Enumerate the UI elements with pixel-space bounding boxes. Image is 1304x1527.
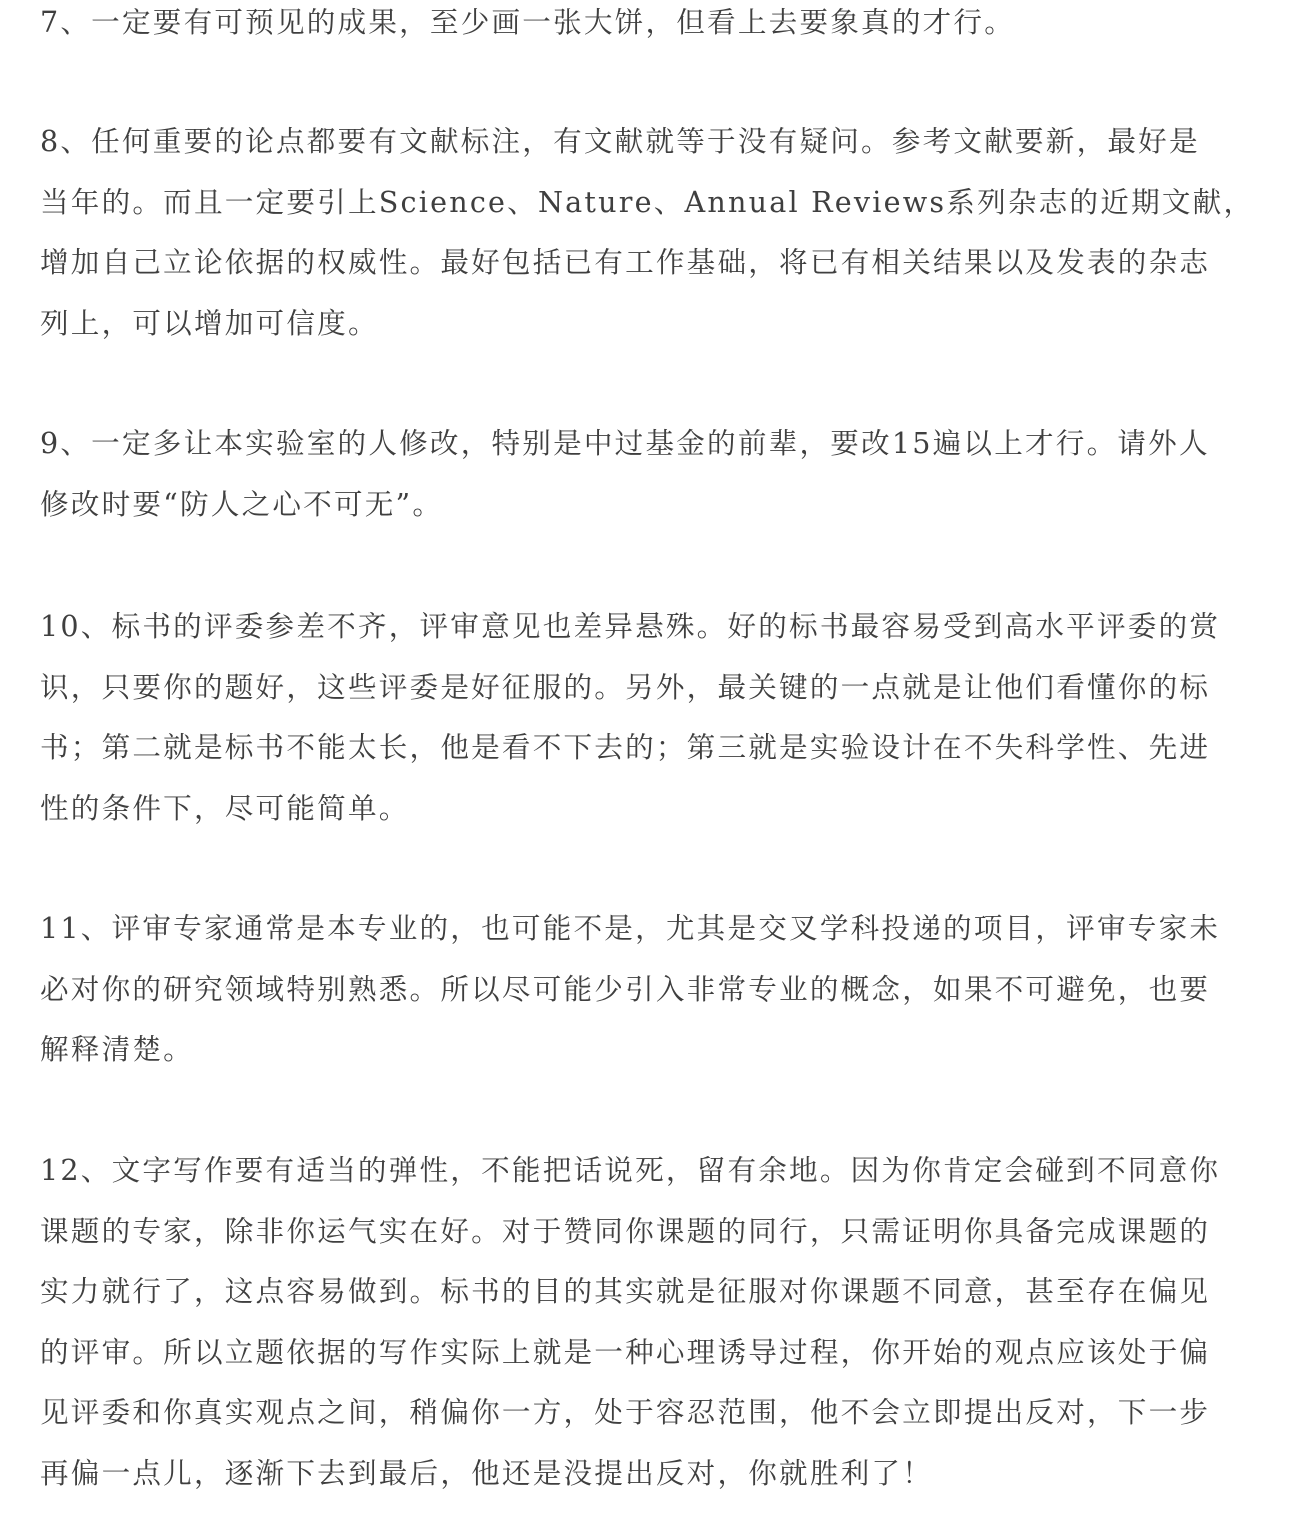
- text-line: 必对你的研究领域特别熟悉。所以尽可能少引入非常专业的概念，如果不可避免，也要: [40, 971, 1211, 1006]
- text-line: 课题的专家，除非你运气实在好。对于赞同你课题的同行，只需证明你具备完成课题的: [40, 1213, 1211, 1248]
- text-line: 书；第二就是标书不能太长，他是看不下去的；第三就是实验设计在不失科学性、先进: [40, 730, 1211, 764]
- text-line: 9、一定多让本实验室的人修改，特别是中过基金的前辈，要改15遍以上才行。请外人: [40, 426, 1210, 460]
- text-line: 解释清楚。: [40, 1032, 194, 1066]
- paragraph-item-11: [40, 898, 1220, 1080]
- text-line: 8、任何重要的论点都要有文献标注，有文献就等于没有疑问。参考文献要新，最好是: [40, 124, 1200, 158]
- text-line: 性的条件下，尽可能简单。: [40, 790, 410, 825]
- paragraph-item-9: [40, 413, 1210, 534]
- text-line: 12、文字写作要有适当的弹性，不能把话说死，留有余地。因为你肯定会碰到不同意你: [40, 1153, 1221, 1187]
- text-line: 7、一定要有可预见的成果，至少画一张大饼，但看上去要象真的才行。: [40, 5, 1015, 39]
- text-line: 实力就行了，这点容易做到。标书的目的其实就是征服对你课题不同意，甚至存在偏见: [40, 1274, 1211, 1308]
- text-line: 当年的。而且一定要引上Science、Nature、Annual Reviews系列杂志的近期文献，: [40, 184, 1255, 219]
- text-line: 11、评审专家通常是本专业的，也可能不是，尤其是交叉学科投递的项目，评审专家未: [40, 911, 1221, 945]
- paragraph-item-8: [40, 111, 1254, 353]
- text-line: 列上，可以增加可信度。: [40, 305, 379, 340]
- text-line: 识，只要你的题好，这些评委是好征服的。另外，最关键的一点就是让他们看懂你的标: [40, 669, 1211, 704]
- text-line: 修改时要“防人之心不可无”。: [40, 486, 444, 521]
- paragraph-item-12: [40, 1140, 1220, 1503]
- text-line: 再偏一点儿，逐渐下去到最后，他还是没提出反对，你就胜利了！: [40, 1455, 934, 1490]
- text-line: 10、标书的评委参差不齐，评审意见也差异悬殊。好的标书最容易受到高水平评委的赏: [40, 609, 1221, 643]
- paragraph-item-7: [40, 0, 1015, 53]
- text-line: 增加自己立论依据的权威性。最好包括已有工作基础，将已有相关结果以及发表的杂志: [40, 245, 1211, 279]
- paragraph-item-10: [40, 596, 1220, 838]
- text-line: 的评审。所以立题依据的写作实际上就是一种心理诱导过程，你开始的观点应该处于偏: [40, 1334, 1211, 1369]
- text-line: 见评委和你真实观点之间，稍偏你一方，处于容忍范围，他不会立即提出反对，下一步: [40, 1395, 1211, 1429]
